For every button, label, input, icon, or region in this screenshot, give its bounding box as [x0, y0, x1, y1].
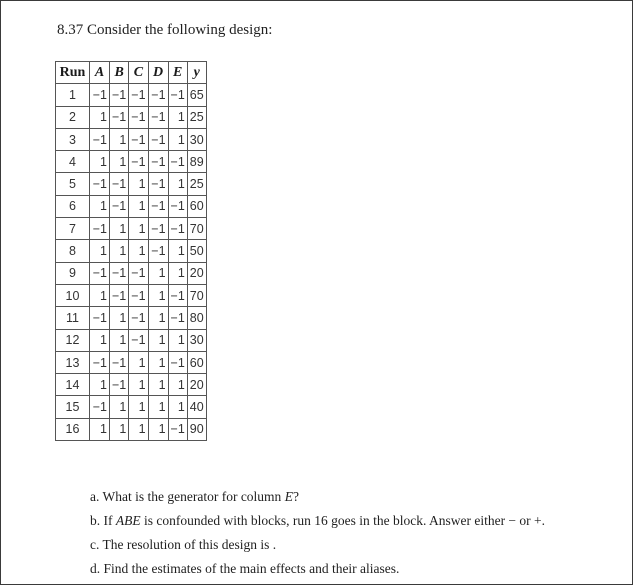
- cell-d: −1: [148, 218, 168, 240]
- table-row: [56, 106, 207, 128]
- cell-y: 20: [187, 374, 206, 396]
- cell-y: 89: [187, 151, 206, 173]
- cell-run: 11: [56, 307, 90, 329]
- cell-d: 1: [148, 374, 168, 396]
- cell-b: −1: [110, 84, 129, 106]
- question-a-suffix: ?: [292, 489, 299, 504]
- table-row: [56, 329, 207, 351]
- table-row: [56, 195, 207, 217]
- cell-d: −1: [148, 195, 168, 217]
- table-row: [56, 351, 207, 373]
- cell-d: −1: [148, 173, 168, 195]
- cell-c: −1: [129, 329, 148, 351]
- cell-c: −1: [129, 307, 148, 329]
- cell-y: 50: [187, 240, 206, 262]
- cell-c: 1: [129, 351, 148, 373]
- cell-c: 1: [129, 418, 148, 440]
- cell-a: 1: [90, 240, 110, 262]
- cell-e: 1: [168, 374, 187, 396]
- cell-c: 1: [129, 218, 148, 240]
- cell-run: 10: [56, 284, 90, 306]
- cell-a: 1: [90, 284, 110, 306]
- cell-b: −1: [110, 195, 129, 217]
- cell-b: 1: [110, 418, 129, 440]
- cell-d: 1: [148, 329, 168, 351]
- cell-a: −1: [90, 396, 110, 418]
- cell-y: 25: [187, 173, 206, 195]
- cell-y: 90: [187, 418, 206, 440]
- cell-run: 1: [56, 84, 90, 106]
- cell-e: −1: [168, 418, 187, 440]
- cell-c: 1: [129, 240, 148, 262]
- cell-run: 9: [56, 262, 90, 284]
- cell-run: 16: [56, 418, 90, 440]
- cell-e: 1: [168, 262, 187, 284]
- cell-d: 1: [148, 284, 168, 306]
- table-row: [56, 374, 207, 396]
- cell-run: 6: [56, 195, 90, 217]
- question-b-variable: ABE: [115, 513, 141, 528]
- table-body: [56, 84, 207, 441]
- question-c: c. The resolution of this design is .: [90, 537, 277, 552]
- question-a-prefix: a. What is the generator for column: [90, 489, 285, 504]
- cell-e: 1: [168, 173, 187, 195]
- cell-y: 30: [187, 329, 206, 351]
- cell-e: 1: [168, 329, 187, 351]
- cell-b: −1: [110, 173, 129, 195]
- cell-a: 1: [90, 418, 110, 440]
- cell-d: −1: [148, 84, 168, 106]
- cell-c: 1: [129, 173, 148, 195]
- question-b-suffix: is confounded with blocks, run 16 goes in the block. Answer either − or +.: [140, 513, 546, 528]
- question-a: [90, 485, 545, 509]
- cell-e: −1: [168, 351, 187, 373]
- cell-b: 1: [110, 151, 129, 173]
- cell-y: 60: [187, 351, 206, 373]
- question-b: [90, 509, 545, 533]
- cell-b: 1: [110, 128, 129, 150]
- table-row: [56, 418, 207, 440]
- cell-run: 5: [56, 173, 90, 195]
- cell-e: −1: [168, 195, 187, 217]
- cell-c: −1: [129, 262, 148, 284]
- table-row: [56, 218, 207, 240]
- cell-y: 80: [187, 307, 206, 329]
- cell-c: −1: [129, 84, 148, 106]
- table-row: [56, 262, 207, 284]
- cell-y: 30: [187, 128, 206, 150]
- cell-y: 25: [187, 106, 206, 128]
- cell-b: 1: [110, 240, 129, 262]
- cell-b: −1: [110, 262, 129, 284]
- cell-y: 20: [187, 262, 206, 284]
- cell-b: 1: [110, 396, 129, 418]
- cell-a: 1: [90, 106, 110, 128]
- cell-d: 1: [148, 418, 168, 440]
- question-a-variable: E: [284, 489, 293, 504]
- cell-y: 60: [187, 195, 206, 217]
- cell-e: −1: [168, 218, 187, 240]
- question-b-prefix: b. If: [90, 513, 116, 528]
- header-y: y: [187, 62, 206, 84]
- cell-run: 4: [56, 151, 90, 173]
- cell-e: 1: [168, 106, 187, 128]
- cell-c: −1: [129, 128, 148, 150]
- cell-c: 1: [129, 195, 148, 217]
- cell-run: 12: [56, 329, 90, 351]
- header-d: D: [148, 62, 168, 84]
- cell-e: 1: [168, 396, 187, 418]
- cell-e: −1: [168, 284, 187, 306]
- table-row: [56, 284, 207, 306]
- table-row: [56, 240, 207, 262]
- cell-a: −1: [90, 173, 110, 195]
- header-a: A: [90, 62, 110, 84]
- cell-c: 1: [129, 374, 148, 396]
- table-row: [56, 396, 207, 418]
- cell-d: 1: [148, 396, 168, 418]
- cell-a: −1: [90, 351, 110, 373]
- cell-y: 70: [187, 284, 206, 306]
- cell-y: 65: [187, 84, 206, 106]
- cell-b: 1: [110, 218, 129, 240]
- cell-a: −1: [90, 218, 110, 240]
- cell-a: 1: [90, 151, 110, 173]
- problem-heading: 8.37 Consider the following design:: [57, 22, 273, 38]
- cell-c: −1: [129, 284, 148, 306]
- cell-b: 1: [110, 307, 129, 329]
- cell-a: −1: [90, 84, 110, 106]
- header-e: E: [168, 62, 187, 84]
- table-row: [56, 307, 207, 329]
- cell-c: 1: [129, 396, 148, 418]
- cell-e: −1: [168, 84, 187, 106]
- cell-run: 7: [56, 218, 90, 240]
- table-row: [56, 128, 207, 150]
- cell-b: −1: [110, 351, 129, 373]
- cell-e: 1: [168, 240, 187, 262]
- cell-a: 1: [90, 329, 110, 351]
- cell-a: −1: [90, 128, 110, 150]
- cell-e: −1: [168, 151, 187, 173]
- design-table: [55, 61, 207, 441]
- cell-a: 1: [90, 374, 110, 396]
- cell-b: −1: [110, 284, 129, 306]
- cell-d: 1: [148, 307, 168, 329]
- cell-a: −1: [90, 307, 110, 329]
- cell-e: 1: [168, 128, 187, 150]
- cell-c: −1: [129, 106, 148, 128]
- cell-b: −1: [110, 106, 129, 128]
- cell-a: 1: [90, 195, 110, 217]
- table-row: [56, 84, 207, 106]
- cell-c: −1: [129, 151, 148, 173]
- cell-d: −1: [148, 240, 168, 262]
- header-run: Run: [56, 62, 90, 84]
- cell-run: 8: [56, 240, 90, 262]
- question-list: [90, 485, 545, 581]
- cell-b: 1: [110, 329, 129, 351]
- cell-b: −1: [110, 374, 129, 396]
- cell-run: 13: [56, 351, 90, 373]
- header-b: B: [110, 62, 129, 84]
- cell-y: 40: [187, 396, 206, 418]
- cell-run: 14: [56, 374, 90, 396]
- cell-run: 3: [56, 128, 90, 150]
- cell-a: −1: [90, 262, 110, 284]
- cell-y: 70: [187, 218, 206, 240]
- cell-e: −1: [168, 307, 187, 329]
- cell-d: 1: [148, 351, 168, 373]
- table-header-row: [56, 62, 207, 84]
- cell-d: 1: [148, 262, 168, 284]
- question-d: d. Find the estimates of the main effects and their aliases.: [90, 561, 400, 576]
- cell-d: −1: [148, 106, 168, 128]
- header-c: C: [129, 62, 148, 84]
- table-row: [56, 173, 207, 195]
- cell-d: −1: [148, 151, 168, 173]
- table-row: [56, 151, 207, 173]
- cell-d: −1: [148, 128, 168, 150]
- cell-run: 15: [56, 396, 90, 418]
- cell-run: 2: [56, 106, 90, 128]
